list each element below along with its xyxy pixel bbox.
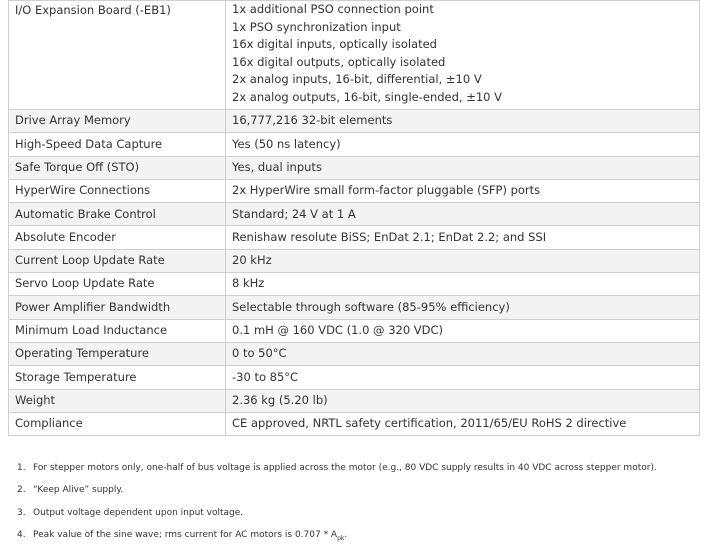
spec-value: 0 to 50°C	[226, 342, 700, 365]
spec-label: Compliance	[9, 412, 226, 435]
footnote-number: 4.	[17, 530, 26, 541]
footnote-text: Peak value of the sine wave; rms current for AC motors is 0.707 * A	[33, 530, 338, 541]
footnote-number: 2.	[17, 485, 26, 496]
footnote	[17, 479, 697, 501]
specifications-table	[8, 0, 700, 436]
spec-label: Current Loop Update Rate	[9, 249, 226, 272]
spec-value: 8 kHz	[226, 273, 700, 296]
spec-value: Yes, dual inputs	[226, 156, 700, 179]
spec-label: HyperWire Connections	[9, 179, 226, 202]
spec-row	[9, 1, 700, 110]
spec-label: I/O Expansion Board (-EB1)	[9, 1, 226, 110]
spec-value-line: 2x analog outputs, 16-bit, single-ended, ±10 V	[232, 89, 503, 104]
spec-row	[9, 179, 700, 202]
footnote	[17, 457, 697, 479]
spec-value: Yes (50 ns latency)	[226, 133, 700, 156]
spec-value: -30 to 85°C	[226, 366, 700, 389]
spec-value: 20 kHz	[226, 249, 700, 272]
spec-label: High-Speed Data Capture	[9, 133, 226, 156]
spec-label: Power Amplifier Bandwidth	[9, 296, 226, 319]
spec-label: Absolute Encoder	[9, 226, 226, 249]
spec-row	[9, 366, 700, 389]
spec-label: Drive Array Memory	[9, 110, 226, 133]
spec-row	[9, 226, 700, 249]
footnote-text: Output voltage dependent upon input voltage.	[33, 507, 244, 518]
spec-value	[226, 1, 700, 110]
spec-row	[9, 296, 700, 319]
footnote-number: 3.	[17, 507, 26, 518]
spec-value: 0.1 mH @ 160 VDC (1.0 @ 320 VDC)	[226, 319, 700, 342]
spec-row	[9, 156, 700, 179]
spec-value: CE approved, NRTL safety certification, 2011/65/EU RoHS 2 directive	[226, 412, 700, 435]
spec-value: Standard; 24 V at 1 A	[226, 203, 700, 226]
spec-label: Minimum Load Inductance	[9, 319, 226, 342]
spec-row	[9, 319, 700, 342]
spec-label: Automatic Brake Control	[9, 203, 226, 226]
spec-value: 2x HyperWire small form-factor pluggable (SFP) ports	[226, 179, 700, 202]
spec-row	[9, 249, 700, 272]
spec-value-line: 16x digital outputs, optically isolated	[232, 54, 446, 69]
spec-label: Storage Temperature	[9, 366, 226, 389]
footnote-text: “Keep Alive” supply.	[33, 485, 124, 496]
spec-label: Weight	[9, 389, 226, 412]
spec-row	[9, 110, 700, 133]
spec-value: Renishaw resolute BiSS; EnDat 2.1; EnDat 2.2; and SSI	[226, 226, 700, 249]
spec-label: Servo Loop Update Rate	[9, 273, 226, 296]
spec-row	[9, 203, 700, 226]
footnote-number: 1.	[17, 463, 26, 473]
footnote-subscript: pk	[337, 534, 345, 542]
spec-value: 2.36 kg (5.20 lb)	[226, 389, 700, 412]
spec-row	[9, 133, 700, 156]
spec-value-line: 16x digital inputs, optically isolated	[232, 37, 437, 51]
spec-value: Selectable through software (85-95% efficiency)	[226, 296, 700, 319]
footnote-text: For stepper motors only, one-half of bus voltage is applied across the motor (e.g., 80 VDC supply results in 40 VDC across stepper motor).	[33, 463, 657, 473]
spec-value: 16,777,216 32-bit elements	[226, 110, 700, 133]
spec-value-line: 2x analog inputs, 16-bit, differential, ±10 V	[232, 72, 482, 86]
footnote	[17, 524, 697, 546]
spec-value-line: 1x PSO synchronization input	[232, 19, 401, 34]
footnote	[17, 502, 697, 524]
spec-label: Operating Temperature	[9, 342, 226, 365]
footnotes	[17, 457, 697, 547]
spec-row	[9, 273, 700, 296]
spec-row	[9, 412, 700, 435]
spec-row	[9, 389, 700, 412]
spec-value-line: 1x additional PSO connection point	[232, 2, 434, 16]
spec-label: Safe Torque Off (STO)	[9, 156, 226, 179]
footnote-text-end: .	[344, 530, 348, 541]
spec-row	[9, 342, 700, 365]
